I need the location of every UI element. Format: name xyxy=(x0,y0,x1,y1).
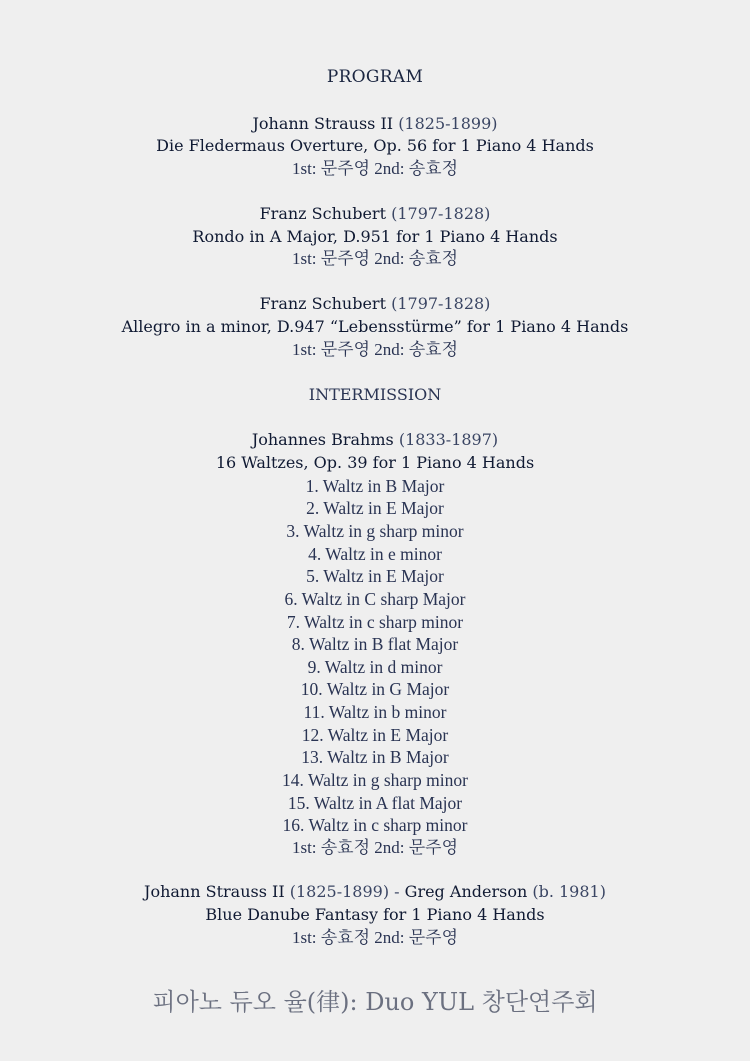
piece-2-composer-line xyxy=(0,203,750,225)
brahms-dates: (1833-1897) xyxy=(398,430,499,449)
piece-1-work: Die Fledermaus Overture, Op. 56 for 1 Piano 4 Hands xyxy=(156,136,594,155)
waltz-item: 7. Waltz in c sharp minor xyxy=(286,612,464,632)
piece-1-performers: 1st: 문주영 2nd: 송효정 xyxy=(291,159,459,178)
finale-composer-1: Johann Strauss II xyxy=(144,882,285,901)
finale-composer-2: Greg Anderson xyxy=(404,882,528,901)
finale-dates-1: (1825-1899) xyxy=(289,882,390,901)
waltz-item: 11. Waltz in b minor xyxy=(303,702,447,722)
finale-dates-2: (b. 1981) xyxy=(532,882,606,901)
waltz-item: 5. Waltz in E Major xyxy=(306,566,444,586)
program-title: PROGRAM xyxy=(326,67,424,87)
piece-2-composer: Franz Schubert xyxy=(259,204,386,223)
piece-2-performers: 1st: 문주영 2nd: 송효정 xyxy=(291,249,459,268)
waltz-item: 16. Waltz in c sharp minor xyxy=(282,815,468,835)
brahms-performers: 1st: 송효정 2nd: 문주영 xyxy=(291,838,459,857)
waltz-item: 3. Waltz in g sharp minor xyxy=(286,521,464,541)
piece-1-composer: Johann Strauss II xyxy=(252,114,394,133)
piece-3-work: Allegro in a minor, D.947 “Lebensstürme” for 1 Piano 4 Hands xyxy=(121,317,629,336)
waltz-item: 10. Waltz in G Major xyxy=(300,679,450,699)
piece-3-dates: (1797-1828) xyxy=(391,294,491,313)
finale-separator: - xyxy=(389,882,405,901)
brahms-composer: Johannes Brahms xyxy=(251,430,394,449)
finale-work: Blue Danube Fantasy for 1 Piano 4 Hands xyxy=(205,905,545,924)
brahms-composer-line xyxy=(0,429,750,451)
waltz-item: 6. Waltz in C sharp Major xyxy=(284,589,466,609)
brahms-work: 16 Waltzes, Op. 39 for 1 Piano 4 Hands xyxy=(215,453,535,472)
waltz-item: 14. Waltz in g sharp minor xyxy=(282,770,468,790)
waltz-item: 1. Waltz in B Major xyxy=(305,476,445,496)
finale-composer-line xyxy=(0,881,750,903)
piece-3-composer: Franz Schubert xyxy=(259,294,386,313)
waltz-item: 9. Waltz in d minor xyxy=(307,657,443,677)
concert-title: 피아노 듀오 율(律): Duo YUL 창단연주회 xyxy=(152,988,598,1016)
piece-2-work: Rondo in A Major, D.951 for 1 Piano 4 Hands xyxy=(192,227,558,246)
waltz-item: 2. Waltz in E Major xyxy=(306,498,444,518)
finale-performers: 1st: 송효정 2nd: 문주영 xyxy=(291,928,459,947)
waltz-item: 12. Waltz in E Major xyxy=(301,725,449,745)
piece-3-performers: 1st: 문주영 2nd: 송효정 xyxy=(291,340,459,359)
waltz-item: 15. Waltz in A flat Major xyxy=(287,793,463,813)
piece-1-dates: (1825-1899) xyxy=(398,114,498,133)
piece-3-composer-line xyxy=(0,293,750,315)
waltz-item: 4. Waltz in e minor xyxy=(308,544,442,564)
waltz-item: 8. Waltz in B flat Major xyxy=(291,634,459,654)
piece-2-dates: (1797-1828) xyxy=(391,204,491,223)
intermission-label: INTERMISSION xyxy=(308,385,442,404)
piece-1-composer-line xyxy=(0,113,750,135)
waltz-item: 13. Waltz in B Major xyxy=(301,747,449,767)
